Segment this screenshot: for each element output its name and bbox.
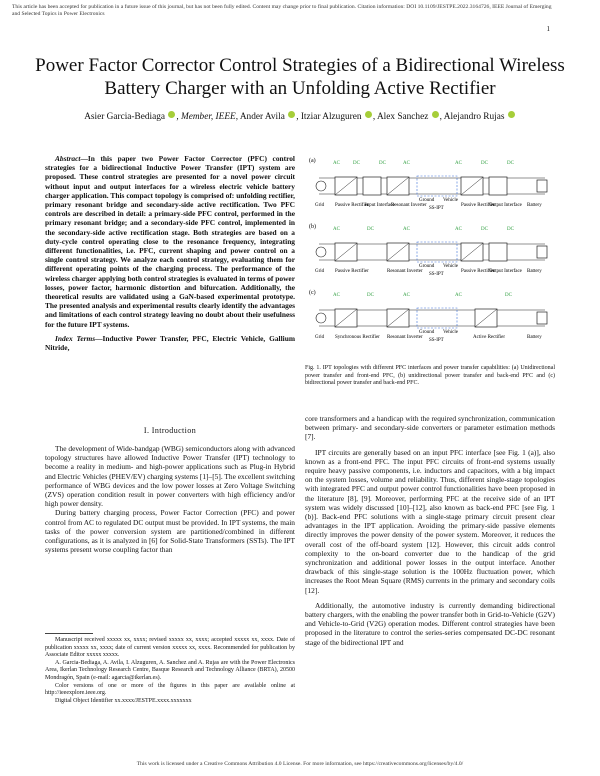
section-heading: I. Introduction bbox=[143, 426, 197, 435]
block-label: Active Rectifier bbox=[473, 335, 506, 340]
author-list bbox=[30, 111, 570, 122]
block-label: Vehicle bbox=[443, 198, 458, 203]
ac-label: AC bbox=[333, 227, 340, 232]
page-number: 1 bbox=[546, 25, 550, 33]
block-label: Ground bbox=[419, 330, 435, 335]
paragraph: Additionally, the automotive industry is currently demanding bidirectional battery chargers, with the enabling the power transfer both in Grid-to-Vehicle (G2V) and Vehicle-to-Grid (V2G) operation modes. Different control strategies have been proposed in the literature to control the series-series compensated DC-DC resonant stage of the bidirectional IPT and bbox=[305, 600, 555, 647]
intro-right bbox=[305, 414, 555, 647]
block-label: Input Interface bbox=[365, 203, 395, 208]
block-label: Ground bbox=[419, 264, 435, 269]
block-label: SS-IPT bbox=[429, 338, 444, 343]
ac-label: AC bbox=[403, 161, 410, 166]
footnote: A. Garcia-Bediaga, A. Avila, I. Alzuguren, A. Sanchez and A. Rujas are with the Power Electronics Area, Ikerlan Technology Research Centre, Basque Research and Technology Alliance (BRTA), 20500 Mondragón, Spain (e-mail: agarcia@ikerlan.es). bbox=[45, 659, 295, 681]
topology-row-a bbox=[315, 161, 547, 211]
paragraph: During battery charging process, Power Factor Correction (PFC) and power control from AC to regulated DC output must be provided. In IPT systems, the main tasks of the power conversion system are partitioned/combined in different configurations, as it is analyzed in [6] for Solid-State Transformers (SSTs). The IPT systems present worse coupling factor than bbox=[45, 508, 295, 555]
dc-label: DC bbox=[481, 227, 488, 232]
paragraph: IPT circuits are generally based on an input PFC interface [see Fig. 1 (a)], also known as a front-end PFC. The input PFC circuits of front-end systems usually require heavy passive components, i.e. inductors and capacitors, with a big impact on the system losses, volume and reliability. Thus, different single-stage topologies with integrated PFC and output power control functionalities have been proposed in the literature [8], [9]. Moreover, performing PFC at the receive side of an IPT system was widely discussed [10]–[12], also known as back-end PFC [see Fig. 1 (b)]. Back-end PFC solutions with a single-stage primary circuit present clear advantages in the IPT application. Avoiding the primary-side passive elements directly improves the power density of the power system. Moreover, it reduces the overall cost of the off-board system [12]. However, this circuit adds control complexity to the on-board converter due to the handicap of the grid synchronization and additional power losses in the output interface. Another drawback of this single-stage solution is the 100Hz fluctuation power, which increases the Root Mean Square (RMS) currents in the primary and secondary coils [12]. bbox=[305, 447, 555, 595]
author-role: , Member, IEEE bbox=[176, 112, 236, 122]
block-label: Grid bbox=[315, 269, 325, 274]
index-terms-text: —Inductive Power Transfer, PFC, Electric Vehicle, Gallium Nitride, bbox=[45, 333, 295, 353]
block-label: Passive Rectifier bbox=[461, 203, 495, 208]
orcid-icon[interactable] bbox=[432, 111, 439, 118]
caption-label: Fig. 1. bbox=[305, 365, 321, 371]
block-label: Resonant Inverter bbox=[391, 203, 427, 208]
block-label: Grid bbox=[315, 203, 325, 208]
index-terms-label: Index Terms bbox=[55, 333, 96, 343]
license-note: This work is licensed under a Creative Commons Attribution 4.0 License. For more information, see https://creativecommons.org/licenses/by/4.0/ bbox=[136, 761, 464, 767]
dc-label: DC bbox=[367, 227, 374, 232]
ac-label: AC bbox=[455, 161, 462, 166]
abstract-label: Abstract bbox=[55, 154, 81, 163]
figure-label-c: (c) bbox=[309, 290, 316, 296]
block-label: Battery bbox=[527, 335, 542, 340]
footnotes bbox=[45, 637, 295, 705]
block-label: Passive Rectifier bbox=[461, 269, 495, 274]
dc-label: DC bbox=[379, 161, 386, 166]
author-name: , Itziar Alzuguren bbox=[296, 112, 362, 122]
block-label: Passive Rectifier bbox=[335, 203, 369, 208]
orcid-icon[interactable] bbox=[168, 111, 175, 118]
dc-label: DC bbox=[367, 293, 374, 298]
paragraph: The development of Wide-bandgap (WBG) semiconductors along with advanced topology structures have allowed Inductive Power Transfer (IPT) technology to become a reality in medium- and high-power applications such as Plug-in Hybrid and Electric Vehicles (PHEV/EV) charging systems [1]–[5]. The excellent switching performance of WBG devices and the low power losses at Zero Voltage Switching (ZVS) operation condition result in power converters with high efficiency and/or high power density. bbox=[45, 444, 295, 509]
dc-label: DC bbox=[481, 161, 488, 166]
abstract-text: —In this paper two Power Factor Corrector (PFC) control strategies for a bidirectional Inductive Power Transfer (IPT) system are proposed. These control strategies are presented for a novel power circuit without input and output interfaces for a wireless electric vehicle battery charger application. This compact topology is comprised of: unfolding rectifier, primary resonant bridge and secondary-side active rectification. Two PFC controls are described in detail: a primary-side PFC control, performed in the primary resonant bridge; and a secondary-side PFC control, implemented in the secondary-side active rectification stage. Both strategies are based on a duty-cycle control operating close to the resonance frequency, integrating different functionalities, i.e. PFC, current shaping and power control on a single control strategy. We analyze each control strategy, evaluating them for different operating points of the charging process. The performance of the wireless charger applying both control strategies is evaluated in terms of power losses, power factor, harmonic distortion and bifurcation. Additionally, the theoretical results are validated using a GaN-based experimental prototype. The presented analysis and experimental results clearly identify the advantages and limitations of each control strategy leaving no doubt about their usefulness for the future IPT systems. bbox=[45, 154, 295, 329]
author-name: , Alex Sanchez bbox=[372, 112, 429, 122]
block-label: Synchronous Rectifier bbox=[335, 335, 380, 340]
ac-label: AC bbox=[403, 293, 410, 298]
block-label: Passive Rectifier bbox=[335, 269, 369, 274]
paper-title: Power Factor Corrector Control Strategies of a Bidirectional Wireless Battery Charger with an Unfolding Active Rectifier bbox=[35, 55, 565, 99]
orcid-icon[interactable] bbox=[508, 111, 515, 118]
caption-text: IPT topologies with different PFC interfaces and power transfer capabilities: (a) Unidirectional power transfer and front-end PFC, (b) unidirectional power transfer and back-end PFC and (c) bidirectional power transfer and back-end PFC. bbox=[305, 365, 555, 387]
block-label: Resonant Inverter bbox=[387, 335, 423, 340]
block-label: Ground bbox=[419, 198, 435, 203]
figure-caption bbox=[305, 365, 555, 388]
ac-label: AC bbox=[333, 161, 340, 166]
author-name: , Alejandro Rujas bbox=[439, 112, 505, 122]
block-label: Output Interface bbox=[489, 269, 522, 274]
footnote: Manuscript received xxxxx xx, xxxx; revised xxxxx xx, xxxx; accepted xxxxx xx, xxxx. Date of publication xxxxx xx, xxxx; date of current version xxxxx xx, xxxx. Recommended for publication by Associate Editor xxxxx xxxxx. bbox=[45, 637, 295, 659]
paragraph: core transformers and a handicap with the required synchronization, communication between primary- and secondary-side converters or parameter estimation methods [7]. bbox=[305, 414, 555, 442]
ac-label: AC bbox=[455, 293, 462, 298]
intro-left bbox=[45, 444, 295, 554]
block-label: Vehicle bbox=[443, 330, 458, 335]
footnote: Digital Object Identifier xx.xxxx/JESTPE.xxxx.xxxxxxx bbox=[55, 697, 192, 704]
dc-label: DC bbox=[507, 227, 514, 232]
topology-row-b bbox=[315, 227, 547, 277]
block-label: Battery bbox=[527, 203, 542, 208]
author-name: , Ander Avila bbox=[235, 112, 285, 122]
block-label: SS-IPT bbox=[429, 272, 444, 277]
footnote: Color versions of one or more of the figures in this paper are available online at http://ieeexplore.ieee.org. bbox=[45, 682, 295, 697]
figure-ipt-topologies bbox=[305, 154, 557, 362]
ac-label: AC bbox=[403, 227, 410, 232]
figure-label-b: (b) bbox=[309, 224, 316, 230]
dc-label: DC bbox=[507, 161, 514, 166]
orcid-icon[interactable] bbox=[365, 111, 372, 118]
block-label: Output Interface bbox=[489, 203, 522, 208]
ac-label: AC bbox=[455, 227, 462, 232]
block-label: Vehicle bbox=[443, 264, 458, 269]
header-note: This article has been accepted for publication in a future issue of this journal, but has not been fully edited. Content may change prior to final publication. Citation information: DOI 10.1109/JESTPE.2022.3164726, IEEE Journal of Emerging and Selected Topics in Power Electronics bbox=[12, 4, 552, 17]
block-label: SS-IPT bbox=[429, 206, 444, 211]
abstract bbox=[45, 154, 295, 352]
block-label: Battery bbox=[527, 269, 542, 274]
dc-label: DC bbox=[353, 161, 360, 166]
orcid-icon[interactable] bbox=[288, 111, 295, 118]
topology-row-c bbox=[315, 293, 547, 343]
dc-label: DC bbox=[505, 293, 512, 298]
figure-label-a: (a) bbox=[309, 158, 316, 164]
block-label: Grid bbox=[315, 335, 325, 340]
footnote-rule bbox=[45, 633, 93, 634]
ac-label: AC bbox=[333, 293, 340, 298]
block-label: Resonant Inverter bbox=[387, 269, 423, 274]
author-name: Asier Garcia-Bediaga bbox=[84, 112, 165, 122]
